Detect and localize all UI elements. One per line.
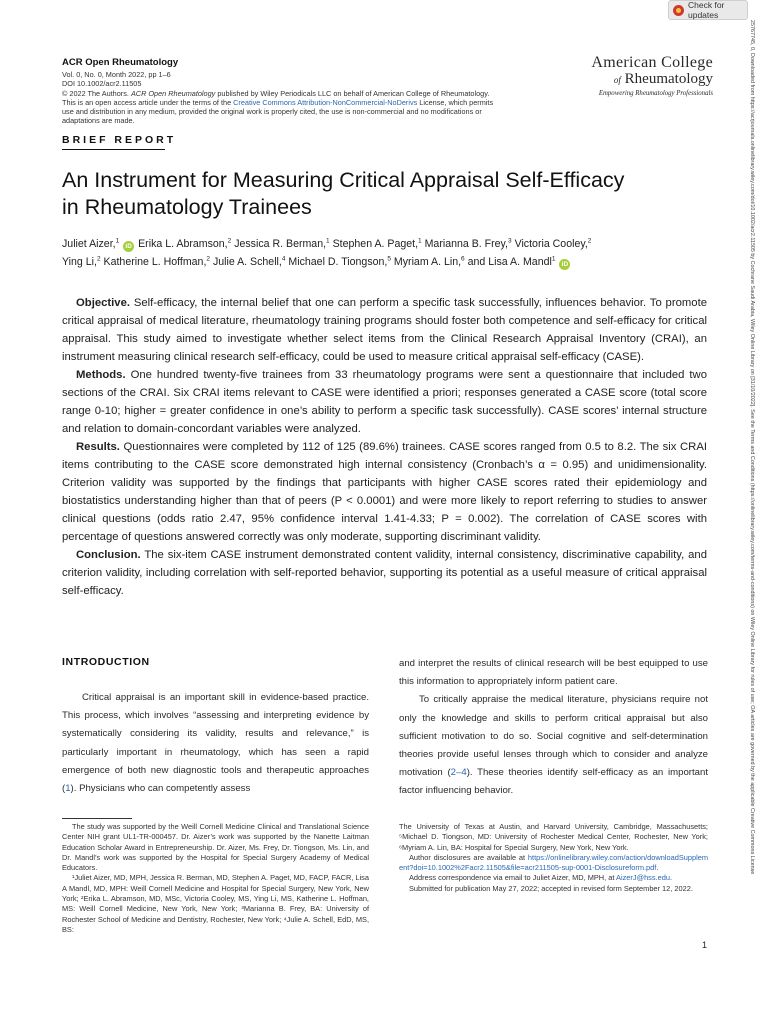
footnotes-right bbox=[399, 822, 708, 894]
body-left-column bbox=[62, 689, 369, 798]
author-name: Michael D. Tiongson, bbox=[285, 255, 388, 268]
affiliation-superscript: 2 bbox=[96, 254, 101, 262]
author-name: Ying Li, bbox=[62, 255, 97, 268]
volume-line: Vol. 0, No. 0, Month 2022, pp 1–6 bbox=[62, 70, 171, 79]
intro-paragraph-1-cont: and interpret the results of clinical research will be best equipped to use this information to appropriately inform patient care. bbox=[399, 658, 708, 688]
license-line: This is an open access article under the terms of the Creative Commons Attribution-NonCommercial-NoDerivs License, which permits bbox=[62, 97, 494, 107]
reference-link-1[interactable]: 1 bbox=[65, 783, 71, 795]
affiliation-superscript: 1 bbox=[551, 254, 556, 262]
copyright-line: © 2022 The Authors. ACR Open Rheumatology published by Wiley Periodicals LLC on behalf of American College of Rheumatology. bbox=[62, 88, 490, 98]
acr-logo bbox=[583, 55, 713, 98]
funding-note: The study was supported by the Weill Cornell Medicine Clinical and Translational Science Center NIH grant UL1-TR-000457. Dr. Aizer’s work was supported by the Nanette Laitman Education Scholar Award in Entrepreneurship. Dr. Aizer, Ms. Frey, Dr. Tiongson, Ms. Lin, and Dr. Mandl’s work was supported by the Hospital for Special Surgery Academy of Medical Educators. bbox=[62, 822, 369, 873]
affiliation-superscript: 6 bbox=[461, 254, 465, 262]
affiliation-superscript: 1 bbox=[115, 237, 120, 245]
author-name: Erika L. Abramson, bbox=[135, 238, 228, 250]
check-for-updates-label: Check for updates bbox=[688, 0, 725, 20]
license-line-2: use and distribution in any medium, provided the original work is properly cited, the use is non-commercial and no modifications or bbox=[62, 107, 482, 117]
download-notice-sidebar: 25767745, 0, Downloaded from https://acrjournals.onlinelibrary.wiley.com/doi/10.1002/acr2.11505 by Cochrane Saudi Arabia, Wiley Online Library on [31/10/2022]. See the Terms and Conditions (https://onlinelibrary.wiley.com/terms-and-conditions) on Wiley Online Library for rules of use; OA articles are governed by the applicable Creative Commons License bbox=[749, 20, 755, 875]
logo-tagline: Empowering Rheumatology Professionals bbox=[598, 90, 713, 97]
journal-name: ACR Open Rheumatology bbox=[62, 57, 179, 68]
author-name: Jessica R. Berman, bbox=[231, 238, 327, 250]
affiliation-superscript: 2 bbox=[227, 237, 232, 245]
email-link[interactable]: AizerJ@hss.edu bbox=[616, 873, 670, 883]
affiliation-superscript: 4 bbox=[281, 254, 286, 262]
abstract-conclusion: Conclusion. The six-item CASE instrument demonstrated content validity, internal consistency, discriminative capability, and criterion validity, including correlation with self-reported behavior, supporting its potential as a useful measure of critical appraisal self-efficacy. bbox=[62, 549, 707, 597]
author-name: Katherine L. Hoffman, bbox=[100, 255, 207, 268]
author-name: Stephen A. Paget, bbox=[329, 238, 419, 250]
abstract bbox=[62, 294, 707, 600]
license-line-3: adaptations are made. bbox=[62, 116, 135, 126]
introduction-heading: INTRODUCTION bbox=[62, 656, 150, 668]
submission-note: Submitted for publication May 27, 2022; accepted in revised form September 12, 2022. bbox=[409, 883, 693, 893]
affiliation-superscript: 2 bbox=[587, 237, 592, 245]
footnotes-left bbox=[62, 822, 369, 935]
article-type: BRIEF REPORT bbox=[62, 134, 177, 146]
author-name: Marianna B. Frey, bbox=[421, 238, 509, 250]
affiliations-continued: The University of Texas at Austin, and Harvard University, Cambridge, Massachusetts; ⁵Michael D. Tiongson, MD: University of Rochester Medical Center, Rochester, New York; ⁶Myriam A. Lin, BA: Hospital for Special Surgery, New York, New York. bbox=[399, 822, 708, 852]
affiliations-note: ¹Juliet Aizer, MD, MPH, Jessica R. Berman, MD, Stephen A. Paget, MD, FACP, FACR, Lisa A Mandl, MD, MPH: Weill Cornell Medicine and Hospital for Special Surgery, New York, New York; ²Erika L. Abramson, MD, MSc, Victoria Cooley, MS, Ying Li, MS, Katherine L. Hoffman, MS: Weill Cornell Medicine, New York, New York; ³Marianna B. Frey, BA: University of Rochester School of Medicine and Dentistry, Rochester, New York; ⁴Julie A. Schell, EdD, MS, BS: bbox=[62, 873, 369, 934]
affiliation-superscript: 1 bbox=[326, 237, 330, 245]
correspondence-note: Address correspondence via email to Juliet Aizer, MD, MPH, at AizerJ@hss.edu. bbox=[409, 873, 673, 883]
crossmark-icon bbox=[673, 5, 684, 16]
logo-line-2: of Rheumatology bbox=[613, 71, 713, 87]
abstract-methods: Methods. One hundred twenty-five trainees from 33 rheumatology programs were sent a questionnaire that included two sections of the CRAI. Six CRAI items relevant to CASE were identified a priori; responses generated a CASE score (total score range 0-10; higher = greater confidence in one’s ability to perform a specific task successfully). CASE scores’ internal structure and relation to domain-concordant variables were analyzed. bbox=[62, 369, 707, 435]
author-name: Victoria Cooley, bbox=[511, 238, 588, 250]
reference-link-2-4[interactable]: 2–4 bbox=[450, 767, 467, 779]
disclosure-link[interactable]: https://onlinelibrary.wiley.com/action/downloadSupplement?doi=10.1002%2Facr2.11505&file=acr211505-sup-0001-Disclosureform.pdf bbox=[399, 852, 708, 873]
author-name: and Lisa A. Mandl bbox=[464, 255, 552, 268]
license-link[interactable]: Creative Commons Attribution-NonCommercial-NoDerivs bbox=[233, 97, 418, 107]
disclosure-note: Author disclosures are available at https://onlinelibrary.wiley.com/action/downloadSupplement?doi=10.1002%2Facr2.11505&file=acr211505-sup-0001-Disclosureform.pdf. bbox=[399, 852, 708, 873]
footnote-rule bbox=[62, 818, 132, 819]
article-meta bbox=[62, 70, 552, 126]
author-name: Julie A. Schell, bbox=[210, 255, 282, 268]
intro-paragraph-1: Critical appraisal is an important skill in evidence-based practice. This process, which involves “assessing and interpreting evidence by systematically considering its validity, results and relevance,” is particularly important in rheumatology, which has seen a rapid emergence of both new diagnostic tools and therapeutic approaches (1). Physicians who can competently assess bbox=[62, 692, 369, 795]
author-line-1 bbox=[62, 236, 712, 254]
affiliation-superscript: 1 bbox=[418, 237, 422, 245]
abstract-results: Results. Questionnaires were completed by 112 of 125 (89.6%) trainees. CASE scores ranged from 0.5 to 8.2. The six CRAI items contributing to the CASE score demonstrated high internal consistency (Cronbach’s α = 0.95) and unidimensionality. Criterion validity was supported by the findings that participants with higher CASE scores rated their epidemiology and biostatistics understanding higher than that of peers (P < 0.0001) and were more likely to report referring to studies to answer clinical questions (odds ratio 2.47, 95% confidence interval 1.41-4.33; P = 0.002). The correlation of CASE scores with percentage of questions answered correctly was only moderate, supporting discriminant validity. bbox=[62, 441, 707, 543]
page-number: 1 bbox=[702, 940, 708, 950]
orcid-icon[interactable]: iD bbox=[559, 259, 570, 270]
orcid-icon[interactable]: iD bbox=[123, 241, 134, 252]
affiliation-superscript: 5 bbox=[387, 254, 391, 262]
author-name: Juliet Aizer, bbox=[62, 238, 116, 250]
author-list bbox=[62, 236, 712, 271]
affiliation-superscript: 3 bbox=[508, 237, 512, 245]
affiliation-superscript: 2 bbox=[206, 254, 211, 262]
article-type-underline bbox=[62, 149, 165, 150]
abstract-objective: Objective. Self-efficacy, the internal belief that one can perform a specific task successfully, influences behavior. To promote critical appraisal of medical literature, rheumatology training programs should foster both competence and self-efficacy for critical appraisal. This study aimed to investigate whether select items from the Clinical Research Appraisal Inventory (CRAI), an instrument measuring clinical research self-efficacy, could be used to measure critical appraisal self-efficacy (CASE). bbox=[62, 297, 707, 363]
body-right-column bbox=[399, 655, 708, 801]
logo-line-1: American College bbox=[591, 54, 713, 71]
author-line-2 bbox=[62, 254, 712, 272]
intro-paragraph-2: To critically appraise the medical literature, physicians require not only the knowledge and skills to perform critical appraisal but also sufficient motivation to do so. Social cognitive and self-determination theories provide useful lenses through which to consider and analyze motivation (2–4). These theories identify self-efficacy as an important factor influencing behavior. bbox=[399, 694, 709, 797]
article-title: An Instrument for Measuring Critical Appraisal Self-Efficacy in Rheumatology Trainees bbox=[62, 168, 625, 219]
check-for-updates-button[interactable] bbox=[668, 0, 748, 20]
author-name: Myriam A. Lin, bbox=[390, 255, 462, 268]
doi-line: DOI 10.1002/acr2.11505 bbox=[62, 79, 142, 89]
